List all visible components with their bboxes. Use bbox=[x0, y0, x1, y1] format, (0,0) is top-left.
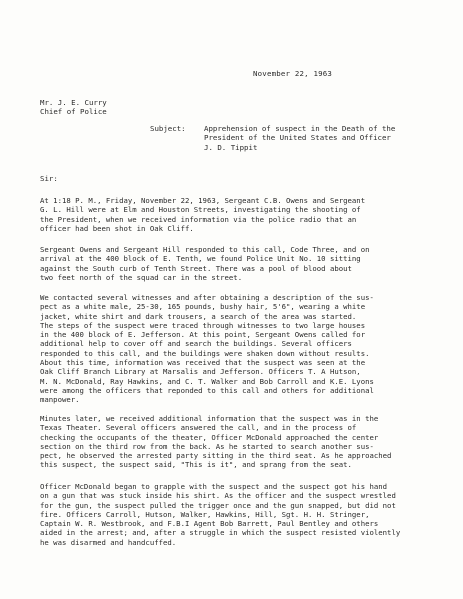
paragraph-line: Minutes later, we received additional information that the suspect was in the bbox=[40, 414, 379, 423]
paragraph-line: he was disarmed and handcuffed. bbox=[40, 537, 177, 547]
subject-line: President of the United States and Officer bbox=[204, 133, 391, 143]
addressee-title: Chief of Police bbox=[40, 107, 107, 117]
paragraph-line: additional help to cover off and search the buildings. Several officers bbox=[40, 339, 352, 349]
paragraph-line: Captain W. R. Westbrook, and F.B.I Agent Bob Barrett, Paul Bentley and others bbox=[40, 519, 379, 529]
paragraph-line: in the 400 block of E. Jefferson. At this point, Sergeant Owens called for bbox=[40, 330, 366, 340]
letter-date: November 22, 1963 bbox=[253, 69, 333, 78]
paragraph-5 bbox=[40, 482, 400, 547]
paragraph-line: officer had been shot in Oak Cliff. bbox=[40, 223, 194, 233]
paragraph-line: pect, he observed the arrested party sitting in the third seat. As he approached bbox=[40, 451, 392, 461]
salutation: Sir: bbox=[40, 174, 58, 183]
paragraph-line: section on the third row from the back. As he started to search another sus- bbox=[40, 441, 374, 451]
paragraph-line: Officer McDonald began to grapple with the suspect and the suspect got his hand bbox=[40, 482, 388, 491]
paragraph-line: Texas Theater. Several officers answered the call, and in the process of bbox=[40, 423, 357, 433]
paragraph-line: pect as a white male, 25-30, 165 pounds, bushy hair, 5'6", wearing a white bbox=[40, 302, 366, 312]
paragraph-line: jacket, white shirt and dark trousers, a search of the area was started. bbox=[40, 311, 357, 321]
paragraph-4 bbox=[40, 414, 391, 470]
paragraph-line: About this time, information was received that the suspect was seen at the bbox=[40, 358, 366, 368]
addressee-block bbox=[40, 98, 107, 117]
subject-line: J. D. Tippit bbox=[204, 142, 258, 152]
paragraph-line: checking the occupants of the theater, Officer McDonald approached the center bbox=[40, 432, 379, 442]
paragraph-line: fire. Officers Carroll, Hutson, Walker, Hawkins, Hill, Sgt. H. H. Stringer, bbox=[40, 509, 370, 519]
paragraph-line: responded to this call, and the buildings were shaken down without results. bbox=[40, 348, 370, 358]
paragraph-line: G. L. Hill were at Elm and Houston Streets, investigating the shooting of bbox=[40, 205, 361, 215]
paragraph-line: M. N. McDonald, Ray Hawkins, and C. T. Walker and Bob Carroll and K.E. Lyons bbox=[40, 376, 374, 386]
paragraph-line: against the South curb of Tenth Street. There was a pool of blood about bbox=[40, 263, 352, 273]
addressee-name: Mr. J. E. Curry bbox=[40, 98, 107, 107]
paragraph-line: arrival at the 400 block of E. Tenth, we found Police Unit No. 10 sitting bbox=[40, 254, 361, 264]
paragraph-line: for the gun, the suspect pulled the trigger once and the gun snapped, but did not bbox=[40, 500, 396, 510]
paragraph-line: manpower. bbox=[40, 395, 80, 405]
paragraph-line: We contacted several witnesses and after obtaining a description of the sus- bbox=[40, 293, 374, 302]
paragraph-line: The steps of the suspect were traced through witnesses to two large houses bbox=[40, 320, 366, 330]
paragraph-line: the President, when we received information via the police radio that an bbox=[40, 214, 357, 224]
subject-label: Subject: bbox=[150, 124, 186, 133]
paragraph-2 bbox=[40, 245, 369, 282]
paragraph-1 bbox=[40, 196, 365, 233]
paragraph-line: Sergeant Owens and Sergeant Hill responded to this call, Code Three, and on bbox=[40, 245, 370, 254]
paragraph-line: two feet north of the squad car in the street. bbox=[40, 272, 243, 282]
subject-text bbox=[204, 124, 395, 152]
paragraph-line: were among the officers that reponded to this call and others for additional bbox=[40, 385, 374, 395]
paragraph-line: on a gun that was stuck inside his shirt. As the officer and the suspect wrestled bbox=[40, 491, 396, 501]
paragraph-line: aided in the arrest; and, after a struggle in which the suspect resisted violently bbox=[40, 528, 401, 538]
paragraph-line: At 1:18 P. M., Friday, November 22, 1963, Sergeant C.B. Owens and Sergeant bbox=[40, 196, 366, 205]
paragraph-3 bbox=[40, 293, 374, 405]
paragraph-line: Oak Cliff Branch Library at Marsalis and Jefferson. Officers T. A Hutson, bbox=[40, 367, 361, 377]
paragraph-line: this suspect, the suspect said, "This is it", and sprang from the seat. bbox=[40, 460, 352, 470]
subject-line: Apprehension of suspect in the Death of the bbox=[204, 124, 396, 133]
